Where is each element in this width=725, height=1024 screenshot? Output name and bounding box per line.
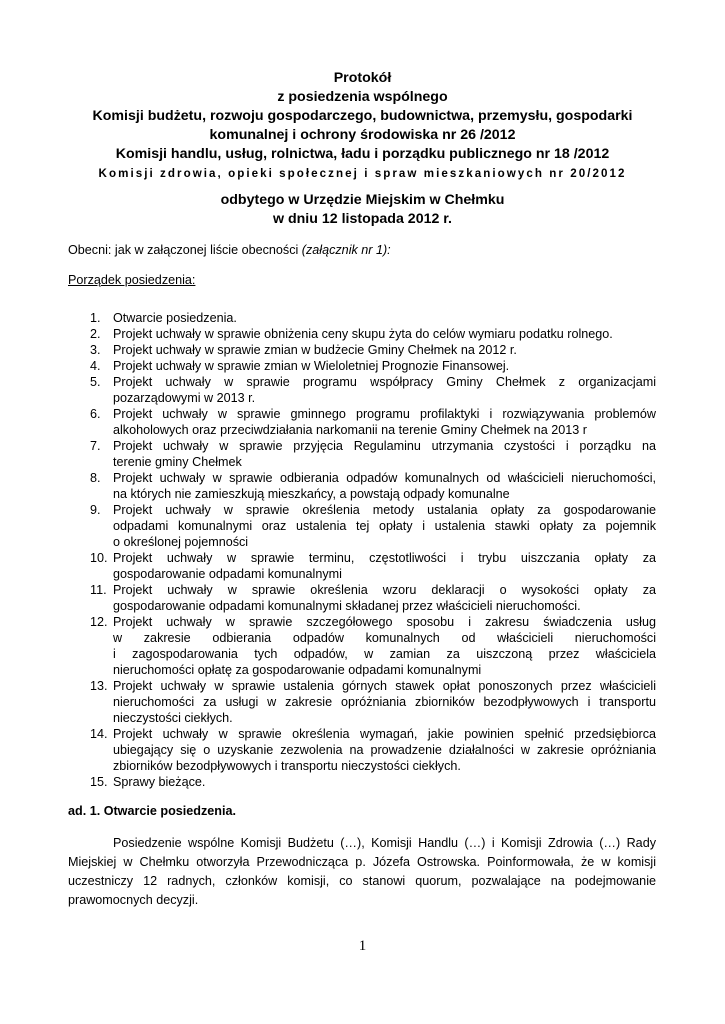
agenda-item <box>68 310 656 326</box>
agenda-item <box>68 406 656 438</box>
header-committee-1: Komisji budżetu, rozwoju gospodarczego, budownictwa, przemysłu, gospodarki <box>92 108 633 124</box>
agenda-item <box>68 550 656 582</box>
agenda-item-number: 15. <box>90 775 108 789</box>
agenda-item <box>68 726 656 774</box>
agenda-item-line: Sprawy bieżące. <box>113 775 206 789</box>
section-1-paragraph <box>68 834 656 910</box>
header-subtitle: z posiedzenia wspólnego <box>277 89 448 105</box>
agenda-item-number: 2. <box>90 327 101 341</box>
agenda-item-line: o określonej pojemności <box>113 535 249 549</box>
agenda-item-number: 8. <box>90 471 101 485</box>
agenda-item-text <box>113 406 656 438</box>
agenda-item-text <box>113 582 656 614</box>
agenda-item-line: Projekt uchwały w sprawie obniżenia ceny skupu żyta do celów wymiaru podatku rolnego. <box>113 327 613 341</box>
agenda-item-line: Projekt uchwały w sprawie zmian w Wieloletniej Prognozie Finansowej. <box>113 359 510 373</box>
agenda-item-text <box>113 678 656 726</box>
agenda-item-line: Projekt uchwały w sprawie programu współpracy Gminy Chełmek z organizacjami <box>113 375 656 389</box>
paragraph-line: prawomocnych decyzji. <box>68 893 199 907</box>
agenda-item-text <box>113 342 656 358</box>
agenda-item-line: terenie gminy Chełmek <box>113 455 242 469</box>
agenda-item-line: Projekt uchwały w sprawie terminu, częstotliwości i trybu uiszczania opłaty za <box>113 551 656 565</box>
paragraph-line: Miejskiej w Chełmku otworzyła Przewodnicząca p. Józefa Ostrowska. Poinformowała, że w komisji <box>68 855 656 869</box>
agenda-item-line: Otwarcie posiedzenia. <box>113 311 237 325</box>
agenda-item-line: na których nie zamieszkują mieszkańcy, a powstają odpady komunalne <box>113 487 510 501</box>
agenda-item <box>68 470 656 502</box>
agenda-item-line: odpadami komunalnymi oraz ustalenia tej opłaty i ustalenia stawki opłaty za pojemnik <box>113 519 656 533</box>
protocol-header <box>60 69 665 183</box>
agenda-item <box>68 582 656 614</box>
page-number: 1 <box>358 938 367 954</box>
agenda-item <box>68 502 656 550</box>
agenda-item-text <box>113 438 656 470</box>
agenda-item-line: Projekt uchwały w sprawie ustalenia górnych stawek opłat ponoszonych przez właścicieli <box>113 679 656 693</box>
paragraph-line: Posiedzenie wspólne Komisji Budżetu (…), Komisji Handlu (…) i Komisji Zdrowia (…) Rady <box>113 836 656 850</box>
agenda-item <box>68 374 656 406</box>
header-title: Protokół <box>333 70 392 86</box>
agenda-item-line: nieruchomości opłatę za gospodarowanie odpadami komunalnymi <box>113 663 482 677</box>
agenda-item-number: 10. <box>90 551 108 565</box>
agenda-item-number: 14. <box>90 727 108 741</box>
meeting-location: odbytego w Urzędzie Miejskim w Chełmku <box>220 192 505 208</box>
agenda-item-line: pozarządowymi w 2013 r. <box>113 391 256 405</box>
agenda-item <box>68 342 656 358</box>
header-committee-2: Komisji handlu, usług, rolnictwa, ładu i porządku publicznego nr 18 /2012 <box>115 146 610 162</box>
meeting-date: w dniu 12 listopada 2012 r. <box>273 211 452 227</box>
agenda-item-number: 12. <box>90 615 108 629</box>
agenda-item-line: i zagospodarowania tych odpadów, w zamian za uiszczoną przez właściciela <box>113 647 656 661</box>
agenda-item-text <box>113 358 656 374</box>
agenda-item-text <box>113 326 656 342</box>
header-committee-3: Komisji zdrowia, opieki społecznej i spraw mieszkaniowych nr 20/2012 <box>98 167 627 180</box>
agenda-item-text <box>113 470 656 502</box>
agenda-title: Porządek posiedzenia: <box>68 273 196 287</box>
agenda-item-line: nieruchomości za usługi w zakresie opróżniania zbiorników bezodpływowych i transportu <box>113 695 656 709</box>
agenda-item-number: 5. <box>90 375 101 389</box>
agenda-item-line: gospodarowanie odpadami komunalnymi składanej przez właścicieli nieruchomości. <box>113 599 581 613</box>
agenda-item-number: 4. <box>90 359 101 373</box>
header-committee-1-cont: komunalnej i ochrony środowiska nr 26 /2012 <box>209 127 516 143</box>
agenda-item-number: 7. <box>90 439 101 453</box>
agenda-item-text <box>113 614 656 678</box>
agenda-item <box>68 678 656 726</box>
agenda-item-text <box>113 726 656 774</box>
agenda-item-line: zbiorników bezodpływowych i transportu nieczystości ciekłych. <box>113 759 461 773</box>
agenda-item-line: Projekt uchwały w sprawie określenia wzoru deklaracji o wysokości opłaty za <box>113 583 656 597</box>
agenda-item-line: gospodarowanie odpadami komunalnymi <box>113 567 342 581</box>
agenda-item-line: Projekt uchwały w sprawie określenia wymagań, jakie powinien spełnić przedsiębiorca <box>113 727 656 741</box>
meeting-place <box>60 191 665 229</box>
agenda-item-text <box>113 310 656 326</box>
agenda-item-line: ubiegający się o uzyskanie zezwolenia na prowadzenie działalności w zakresie opróżniania <box>113 743 656 757</box>
agenda-item-text <box>113 374 656 406</box>
agenda-item <box>68 774 656 790</box>
agenda-item-number: 3. <box>90 343 101 357</box>
attendance-note: (załącznik nr 1): <box>301 243 391 257</box>
agenda-item-text <box>113 502 656 550</box>
agenda-item <box>68 358 656 374</box>
agenda-item-line: alkoholowych oraz przeciwdziałania narkomanii na terenie Gminy Chełmek na 2013 r <box>113 423 587 437</box>
agenda-item-line: Projekt uchwały w sprawie określenia metody ustalania opłaty za gospodarowanie <box>113 503 656 517</box>
agenda-item-line: Projekt uchwały w sprawie zmian w budżecie Gminy Chełmek na 2012 r. <box>113 343 517 357</box>
agenda-item <box>68 326 656 342</box>
agenda-item-text <box>113 550 656 582</box>
agenda-item-number: 6. <box>90 407 101 421</box>
agenda-item-line: Projekt uchwały w sprawie przyjęcia Regulaminu utrzymania czystości i porządku na <box>113 439 656 453</box>
paragraph-line: uczestniczy 12 radnych, członków komisji, co stanowi quorum, pozwalające na podejmowanie <box>68 874 656 888</box>
agenda-item-number: 9. <box>90 503 101 517</box>
agenda-item-line: Projekt uchwały w sprawie gminnego programu profilaktyki i rozwiązywania problemów <box>113 407 656 421</box>
agenda-item <box>68 614 656 678</box>
agenda-item-line: Projekt uchwały w sprawie odbierania odpadów komunalnych od właścicieli nieruchomości, <box>113 471 656 485</box>
agenda-list <box>68 310 656 790</box>
agenda-item-number: 11. <box>90 583 107 597</box>
agenda-item <box>68 438 656 470</box>
agenda-item-number: 13. <box>90 679 108 693</box>
agenda-item-line: w zakresie odbierania odpadów komunalnych od właścicieli nieruchomości <box>113 631 656 645</box>
agenda-item-number: 1. <box>90 311 101 325</box>
agenda-item-line: nieczystości ciekłych. <box>113 711 233 725</box>
attendance-line <box>68 242 391 258</box>
attendance-label: Obecni: jak w załączonej liście obecności <box>68 243 302 257</box>
section-1-heading: ad. 1. Otwarcie posiedzenia. <box>68 804 236 818</box>
agenda-item-line: Projekt uchwały w sprawie szczegółowego sposobu i zakresu świadczenia usług <box>113 615 656 629</box>
agenda-item-text <box>113 774 656 790</box>
